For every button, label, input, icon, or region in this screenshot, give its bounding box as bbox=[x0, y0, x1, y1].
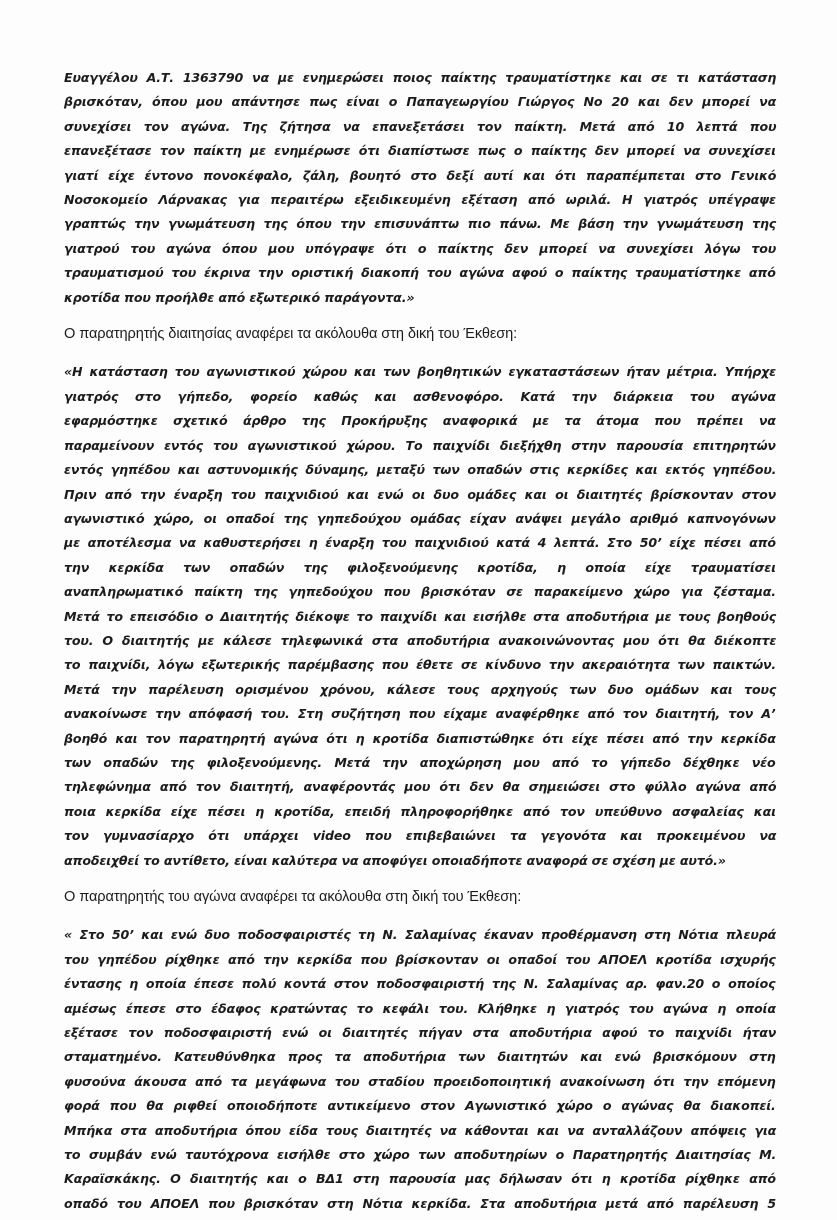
match-observer-intro: Ο παρατηρητής του αγώνα αναφέρει τα ακόλουθα στη δική του Έκθεση: bbox=[64, 889, 522, 905]
referee-observer-report-quote bbox=[64, 360, 776, 873]
paragraph-spacer bbox=[64, 909, 776, 923]
text-line: τηλεφώνημα από τον διαιτητή, αναφέροντάς μου ότι δεν θα σημειώσει στο φύλλο αγώνα από bbox=[64, 779, 777, 795]
text-line: εξέτασε τον ποδοσφαιριστή ενώ οι διαιτητές πήγαν στα αποδυτήρια αφού το παιχνίδι ήταν bbox=[64, 1025, 777, 1041]
text-line: αμέσως έπεσε στο έδαφος κρατώντας το κεφάλι του. Κλήθηκε η γιατρός του αγώνα η οποία bbox=[64, 1000, 776, 1016]
text-line: παραμείνουν εντός του αγωνιστικού χώρου. Το παιχνίδι διεξήχθη στην παρουσία επιτηρητών bbox=[64, 437, 776, 453]
text-line: με αποτέλεσμα να καθυστερήσει η έναρξη του παιχνιδιού κατά 4 λεπτά. Στο 50’ είχε πέσει από bbox=[64, 535, 776, 551]
text-line: το συμβάν ενώ ταυτόχρονα εισήλθε στο χώρο των αποδυτηρίων ο Παρατηρητής Διαιτησίας Μ. bbox=[64, 1147, 777, 1163]
text-line: ποια κερκίδα είχε πέσει η κροτίδα, επειδή πληροφορήθηκε από τον υπεύθυνο ασφαλείας και bbox=[64, 803, 776, 819]
text-line: εφαρμόστηκε σχετικό άρθρο της Προκήρυξης αναφορικά με τα άτομα που πρέπει να bbox=[64, 413, 776, 429]
text-line: γιατρός στο γήπεδο, φορείο καθώς και ασθενοφόρο. Κατά την διάρκεια του αγώνα bbox=[64, 388, 776, 404]
text-line: την κερκίδα των οπαδών της φιλοξενούμενης κροτίδα, η οποία είχε τραυματίσει bbox=[64, 559, 776, 575]
text-line: αγωνιστικό χώρο, οι οπαδοί της γηπεδούχου ομάδας είχαν ανάψει μεγάλο αριθμό καπνογόνων bbox=[64, 510, 776, 526]
text-line: αποδειχθεί το αντίθετο, είναι καλύτερα να αποφύγει οποιαδήποτε αναφορά σε σχέση με αυτό.» bbox=[64, 852, 726, 868]
text-line: Μετά το επεισόδιο ο Διαιτητής διέκοψε το παιχνίδι και εισήλθε στα αποδυτήρια με τους βοηθούς bbox=[64, 608, 777, 624]
text-line: βοηθό και τον παρατηρητή αγώνα ότι η κροτίδα διαπιστώθηκε ότι είχε πέσει από την κερκίδα bbox=[64, 730, 776, 746]
referee-observer-intro: Ο παρατηρητής διαιτησίας αναφέρει τα ακόλουθα στη δική του Έκθεση: bbox=[64, 326, 518, 343]
text-line: Καραϊσκάκης. Ο διαιτητής και ο ΒΔ1 στη παρουσία μας δήλωσαν ότι η κροτίδα ρίχθηκε από bbox=[64, 1171, 776, 1187]
text-line: το παιχνίδι, λόγω εξωτερικής παρέμβασης που έθετε σε κίνδυνο την ακεραιότητα των παικτών. bbox=[64, 657, 777, 673]
text-line: σταματημένο. Κατευθύνθηκα προς τα αποδυτήρια των διαιτητών και ενώ βρισκόμουν στη bbox=[64, 1049, 776, 1065]
text-line: τραυματισμού του έκρινα την οριστική διακοπή του αγώνα αφού ο παίκτης τραυματίστηκε από bbox=[64, 265, 776, 281]
paragraph-spacer bbox=[64, 873, 776, 885]
text-line: γιατί είχε έντονο πονοκέφαλο, ζάλη, βουητό στο δεξί αυτί και ότι παραπέμπεται στο Γενικό bbox=[64, 167, 777, 183]
text-line: Πριν από την έναρξη του παιχνιδιού και ενώ οι δυο ομάδες και οι διαιτητές βρίσκονταν στον bbox=[64, 486, 777, 502]
text-line: τον γυμνασίαρχο ότι υπάρχει video που επιβεβαιώνει τα γεγονότα και προκειμένου να bbox=[64, 828, 777, 844]
text-line: των οπαδών της φιλοξενούμενης. Μετά την αποχώρηση μου από το γήπεδο δέχθηκε νέο bbox=[64, 754, 776, 770]
text-line: επανεξέτασε τον παίκτη με ενημέρωσε ότι διαπίστωσε πως ο παίκτης δεν μπορεί να συνεχίσει bbox=[64, 143, 776, 159]
text-line: Μπήκα στα αποδυτήρια όπου είδα τους διαιτητές να κάθονται και να ανταλλάζουν απόψεις για bbox=[64, 1122, 777, 1138]
text-line: εντός γηπέδου και αστυνομικής δύναμης, μεταξύ των οπαδών στις κερκίδες και εκτός γηπέδου. bbox=[64, 462, 777, 478]
text-line: Νοσοκομείο Λάρνακας για περαιτέρω εξειδικευμένη εξέταση από ωριλά. Η γιατρός υπέγραψε bbox=[64, 192, 776, 208]
paragraph-spacer bbox=[64, 310, 776, 322]
text-line: συνεχίσει τον αγώνα. Της ζήτησα να επανεξετάσει τον παίκτη. Μετά από 10 λεπτά που bbox=[64, 118, 777, 134]
text-line: του γηπέδου ρίχθηκε από την κερκίδα που βρίσκονταν οι οπαδοί του ΑΠΟΕΛ κροτίδα ισχυρής bbox=[64, 951, 776, 967]
text-line: του. Ο διαιτητής με κάλεσε τηλεφωνικά στα αποδυτήρια ανακοινώνοντας μου ότι θα διέκοπτε bbox=[64, 632, 777, 648]
text-line: «Η κατάσταση του αγωνιστικού χώρου και των βοηθητικών εγκαταστάσεων ήταν μέτρια. Υπήρχε bbox=[64, 364, 776, 380]
text-line: έντασης η οποία έπεσε πολύ κοντά στον ποδοσφαιριστή της Ν. Σαλαμίνας αρ. φαν.20 ο οποίος bbox=[64, 976, 776, 992]
text-line: φυσούνα άκουσα από τα μεγάφωνα του σταδίου προειδοποιητική ανακοίνωση ότι την επόμενη bbox=[64, 1073, 776, 1089]
text-line: αναπληρωματικό παίκτη της γηπεδούχου που βρισκόταν σε παρακείμενο χώρο για ζέσταμα. bbox=[64, 584, 776, 600]
text-line: φορά που θα ριφθεί οποιοδήποτε αντικείμενο στον Αγωνιστικό χώρο ο αγώνας θα διακοπεί. bbox=[64, 1098, 776, 1114]
text-line: « Στο 50’ και ενώ δυο ποδοσφαιριστές τη Ν. Σαλαμίνας έκαναν προθέρμανση στη Νότια πλευρά bbox=[64, 927, 777, 943]
text-line: γραπτώς την γνωμάτευση της όπου την επισυνάπτω πιο πάνω. Με βάση την γνωμάτευση της bbox=[64, 216, 777, 232]
paragraph-spacer bbox=[64, 346, 776, 360]
text-line: κροτίδα που προήλθε από εξωτερικό παράγοντα.» bbox=[64, 289, 415, 305]
text-line: οπαδό του ΑΠΟΕΛ που βρισκόταν στη Νότια κερκίδα. Στα αποδυτήρια μετά από παρέλευση 5 bbox=[64, 1195, 776, 1211]
quoted-statement-continuation bbox=[64, 66, 776, 310]
match-observer-report-quote bbox=[64, 923, 776, 1216]
text-line: ανακοίνωσε την απόφασή του. Στη συζήτηση που είχαμε αναφέρθηκε από τον διαιτητή, τον Α’ bbox=[64, 706, 776, 722]
text-line: βρισκόταν, όπου μου απάντησε πως είναι ο Παπαγεωργίου Γιώργος Νο 20 και δεν μπορεί να bbox=[64, 94, 777, 110]
text-line: Μετά την παρέλευση ορισμένου χρόνου, κάλεσε τους αρχηγούς των δυο ομάδων και τους bbox=[64, 681, 777, 697]
document-body bbox=[64, 66, 776, 1216]
text-line: γιατρού του αγώνα όπου μου υπόγραψε ότι ο παίκτης δεν μπορεί να συνεχίσει λόγω του bbox=[64, 240, 777, 256]
text-line: Ευαγγέλου Α.Τ. 1363790 να με ενημερώσει ποιος παίκτης τραυματίστηκε και σε τι κατάσταση bbox=[64, 70, 777, 85]
